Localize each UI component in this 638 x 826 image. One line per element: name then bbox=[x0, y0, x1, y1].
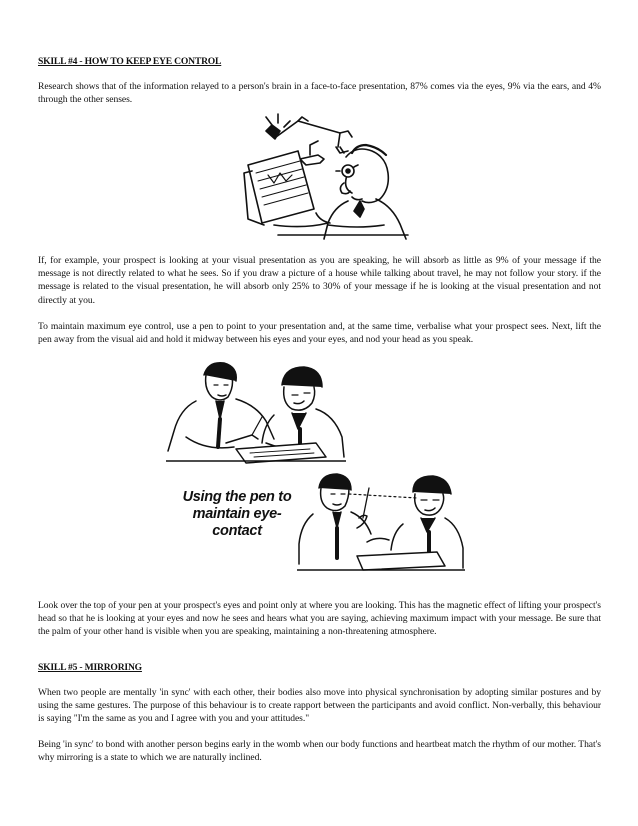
skill4-para-lookover: Look over the top of your pen at your prospect's eyes and point only at where you are looking. This has the magnetic effect of lifting your prospect's head so that he is looking at your eyes and now he sees and hears what you are saying, achieving maximum impact with your message. Be sure that the palm of your other hand is visible when you are speaking, maintaining a non-threatening atmosphere. bbox=[38, 600, 601, 638]
skill4-para-example: If, for example, your prospect is looking at your visual presentation as you are speaking, he will absorb as little as 9% of your message if the message is not directly related to what he sees. So if you draw a picture of a house while talking about travel, he may not follow your story. if the message is related to the visual presentation, he will absorb only 25% to 30% of your message if he is looking at the visual presentation and not directly at you. bbox=[38, 255, 601, 306]
two-men-reviewing-illustration bbox=[166, 357, 346, 467]
skill4-para-maintain: To maintain maximum eye control, use a pen to point to your presentation and, at the same time, verbalise what your prospect sees. Next, lift the pen away from the visual aid and hold it midway between his eyes and your eyes, and nod your head as you speak. bbox=[38, 321, 601, 346]
eye-control-illustration bbox=[228, 113, 418, 241]
skill4-para-research: Research shows that of the information relayed to a person's brain in a face-to-face presentation, 87% comes via the eyes, 9% via the ears, and 4% through the other senses. bbox=[38, 81, 601, 106]
skill5-heading: SKILL #5 - MIRRORING bbox=[38, 662, 142, 673]
skill5-para-insync: When two people are mentally 'in sync' with each other, their bodies also move into physical synchronisation by adopting similar postures and by using the same gestures. The purpose of this behaviour is to create rapport between the participants and avoid conflict. Non-verbally, this behaviour is saying "I'm the same as you and I agree with you and your attitudes." bbox=[38, 687, 601, 725]
pen-eye-contact-illustration bbox=[297, 472, 465, 576]
illustration-caption: Using the pen to maintain eye-contact bbox=[182, 489, 292, 539]
skill5-para-womb: Being 'in sync' to bond with another person begins early in the womb when our body functions and heartbeat match the rhythm of our mother. That's why mirroring is a state to which we are naturally inclined. bbox=[38, 739, 601, 764]
skill4-heading: SKILL #4 - HOW TO KEEP EYE CONTROL bbox=[38, 56, 222, 67]
